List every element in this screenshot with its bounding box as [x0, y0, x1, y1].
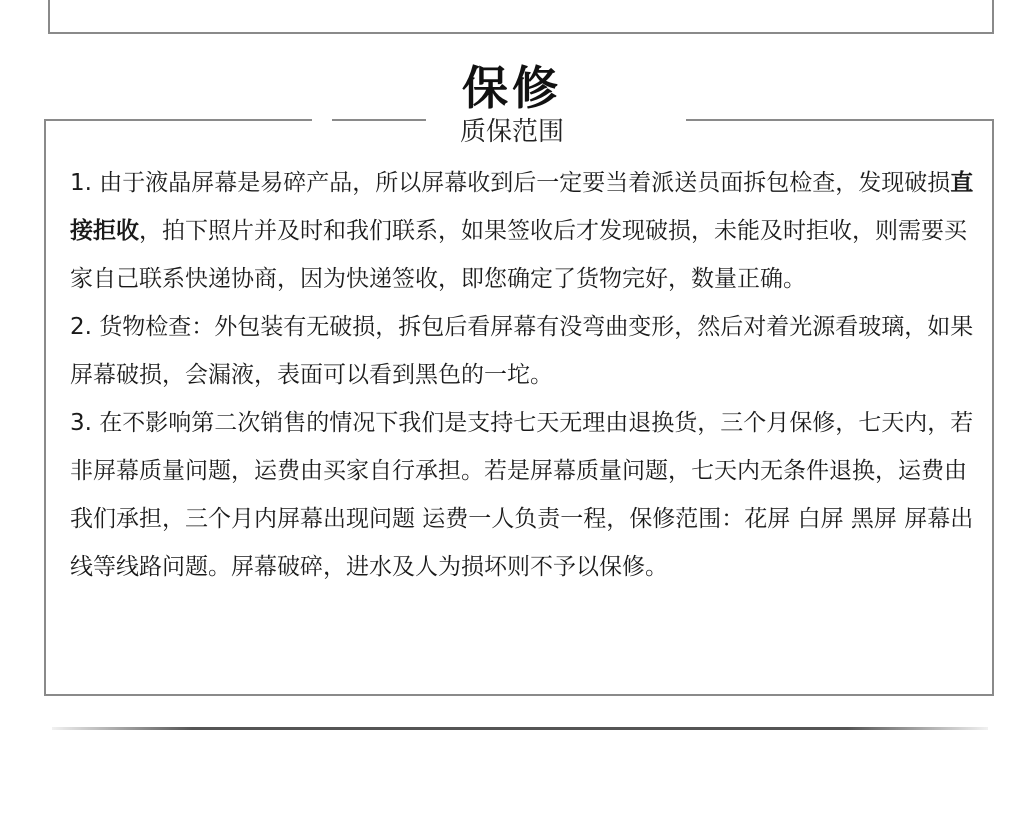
- paragraph-1: [70, 159, 980, 303]
- page-title: 保修: [462, 61, 562, 115]
- reject-emphasis: 直接拒收: [70, 170, 974, 244]
- top-frame: [48, 0, 994, 34]
- warranty-text: [70, 159, 980, 591]
- bottom-divider: [52, 727, 988, 730]
- paragraph-1-rest: ，拍下照片并及时和我们联系，如果签收后才发现破损，未能及时拒收，则需要买家自己联系快递协商，因为快递签收，即您确定了货物完好，数量正确。: [70, 218, 967, 292]
- paragraph-1-lead: 1. 由于液晶屏幕是易碎产品，所以屏幕收到后一定要当着派送员面拆包检查，发现破损: [70, 170, 951, 196]
- paragraph-2: 2. 货物检查：外包装有无破损，拆包后看屏幕有没弯曲变形，然后对着光源看玻璃，如果屏幕破损，会漏液，表面可以看到黑色的一坨。: [70, 314, 974, 388]
- panel-subtitle: 质保范围: [459, 117, 564, 147]
- paragraph-3: 3. 在不影响第二次销售的情况下我们是支持七天无理由退换货，三个月保修，七天内，若非屏幕质量问题，运费由买家自行承担。若是屏幕质量问题，七天内无条件退换，运费由我们承担，三个月内屏幕出现问题 运费一人负责一程，保修范围：花屏 白屏 黑屏 屏幕出线等线路问题。屏幕破碎，进水及人为损坏则不予以保修。: [70, 410, 974, 580]
